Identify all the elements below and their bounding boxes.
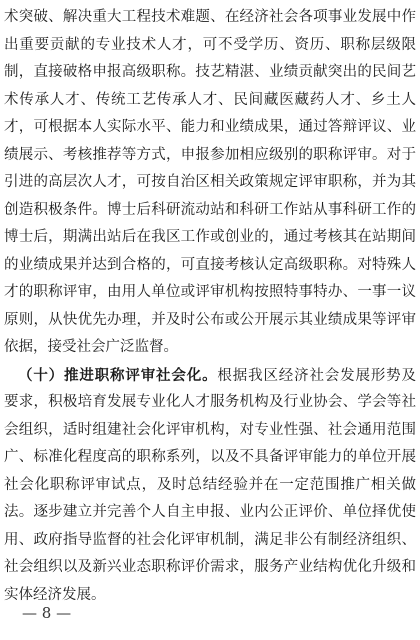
section-heading: （十）推进职称评审社会化。 — [18, 366, 218, 384]
text-line: 的业绩成果并达到合格的，可直接考核认定高级职称。对特殊人 — [4, 256, 416, 273]
text-line: 引进的高层次人才，可按自治区相关政策规定评审职称，并为其 — [4, 174, 416, 190]
section-10-paragraph — [4, 362, 416, 610]
text-line: 用、政府指导监督的社会化评审机制，满足非公有制经济组织、 — [4, 531, 416, 548]
text-line: 依据，接受社会广泛监督。 — [4, 339, 178, 355]
text-line: 会组织，适时组建社会化评审机构，对专业性强、社会通用范围 — [4, 421, 416, 438]
paragraph-talent-evaluation — [4, 4, 416, 362]
text-line: 绩展示、考核推荐等方式，申报参加相应级别的职称评审。对于 — [4, 146, 416, 163]
text-line: 术传承人才、传统工艺传承人才、民间藏医藏药人才、乡土人 — [4, 91, 416, 108]
text-line: 法。逐步建立并完善个人自主申报、业内公正评价、单位择优使 — [4, 504, 416, 520]
text-line: 原则，从快优先办理，并及时公布或公开展示其业绩成果等评审 — [4, 311, 416, 328]
text-line: 实体经济发展。 — [4, 586, 106, 603]
text-line: 要求，积极培育发展专业化人才服务机构及行业协会、学会等社 — [4, 394, 416, 410]
text-line: 广、标准化程度高的职称系列，以及不具备评审能力的单位开展 — [4, 449, 416, 465]
text-line: 术突破、解决重大工程技术难题、在经济社会各项事业发展中作 — [4, 9, 416, 25]
text-line: 才的职称评审，由用人单位或评审机构按照特事特办、一事一议 — [4, 284, 416, 300]
text-line: 创造积极条件。博士后科研流动站和科研工作站从事科研工作的 — [4, 201, 416, 218]
text-line: 出重要贡献的专业技术人才，可不受学历、资历、职称层级限 — [4, 36, 416, 53]
section-heading-continuation: 根据我区经济社会发展形势及 — [217, 367, 416, 384]
page-number: — 8 — — [22, 604, 72, 622]
text-line: 才，可根据本人实际水平、能力和业绩成果，通过答辩评议、业 — [4, 119, 416, 135]
text-line — [4, 362, 416, 390]
text-line: 社会组织以及新兴业态职称评价需求，服务产业结构优化升级和 — [4, 559, 416, 575]
text-line: 制，直接破格申报高级职称。技艺精湛、业绩贡献突出的民间艺 — [4, 64, 416, 80]
text-line: 社会化职称评审试点，及时总结经验并在一定范围推广相关做 — [4, 476, 416, 493]
document-body — [4, 4, 416, 609]
text-line: 博士后，期满出站后在我区工作或创业的，通过考核其在站期间 — [4, 229, 416, 245]
